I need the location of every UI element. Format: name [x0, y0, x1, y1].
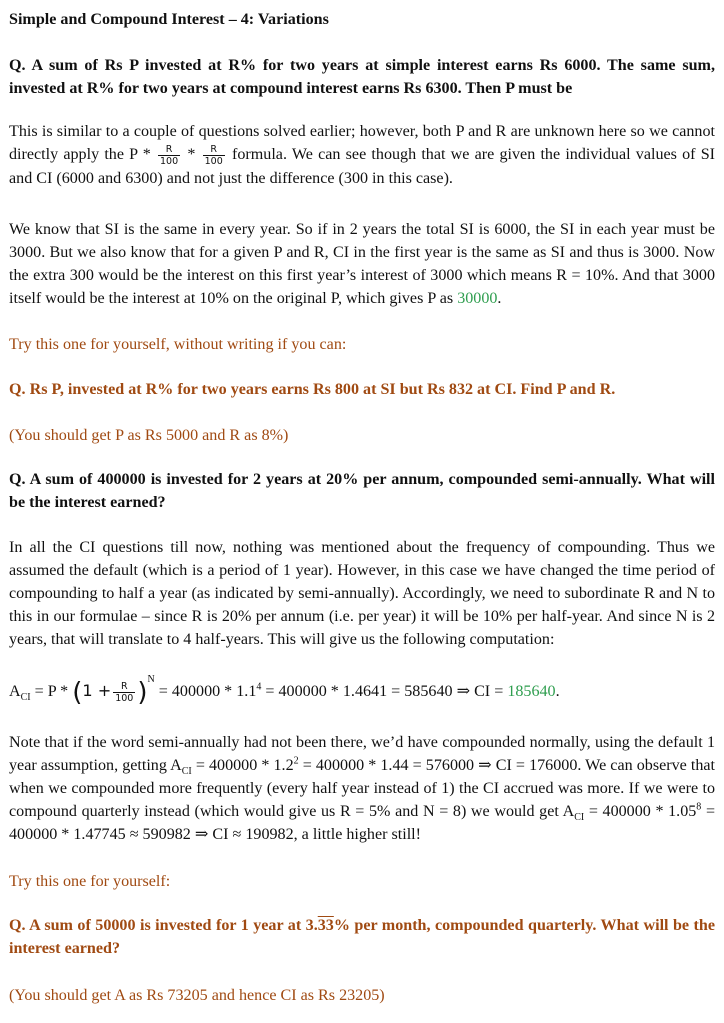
practice-1-hint: (You should get P as Rs 5000 and R as 8%)	[9, 427, 289, 444]
compound-formula: $A_{CI} = P * (1$ + $\frac{R}{100}$ )$^N = 400000 * 1.1^4 = 400000 * 1.4641 = 585640$ ⇒ CI = 185640.	[9, 674, 560, 708]
question-2: Q. A sum of 400000 is invested for 2 years at 20% per annum, compounded semi-annually. What will be the interest earned?	[9, 471, 715, 511]
practice-2-question: Q. A sum of 50000 is invested for 1 year at 3.33% per month, compounded quarterly. What will be the interest earned?	[9, 917, 715, 957]
q2-paragraph-1: In all the CI questions till now, nothing was mentioned about the frequency of compounding. Thus we assumed the default (which is a period of 1 year). However, in this case we have changed the time period of compounding to half a year (as indicated by semi-annually). Accordingly, we need to subordinate R and N to this in our formulae – since R is 20% per annum (i.e. per year) it will be 10% per half-year. And since N is 2 years, that will translate to 4 half-years. This will give us the following computation:	[9, 539, 715, 648]
q1-answer: 30000	[457, 290, 498, 307]
practice-2-prompt: Try this one for yourself:	[9, 873, 171, 890]
r-over-100-fraction: $\frac{R}{100}$	[204, 143, 223, 167]
page-title: Simple and Compound Interest – 4: Variations	[9, 11, 329, 28]
practice-1-question: Q. Rs P, invested at R% for two years earns Rs 800 at SI but Rs 832 at CI. Find P and R.	[9, 381, 616, 398]
q2-note-paragraph: Note that if the word semi-annually had not been there, we’d have compounded normally, using the default 1 year assumption, getting $A_{CI} = 400000 * 1.2^2 = 400000 * 1.44 = 576000$ ⇒ CI = 176000. We can observe that when we compounded more frequently (every half year instead of 1) the CI accrued was more. If we were to compound quarterly instead (which would give us R = 5% and N = 8) we would get $A_{CI} = 400000 * 1.05^8 = 400000 * 1.47745 \approx 590982$ ⇒ CI ≈ 190982, a little higher still!	[9, 734, 716, 843]
r-over-100-fraction: $\frac{R}{100}$	[115, 680, 134, 704]
r-over-100-fraction: $\frac{R}{100}$	[160, 143, 179, 167]
practice-1-prompt: Try this one for yourself, without writing if you can:	[9, 336, 347, 353]
q2-answer: 185640	[507, 683, 556, 700]
question-1: Q. A sum of Rs P invested at R% for two years at simple interest earns Rs 6000. The same sum, invested at R% for two years at compound interest earns Rs 6300. Then P must be	[9, 57, 715, 97]
q1-paragraph-1: This is similar to a couple of questions solved earlier; however, both P and R are unknown here so we cannot directly apply the P * $\frac{R}{100}$ * $\frac{R}{100}$ formula. We can see though that we are given the individual values of SI and CI (6000 and 6300) and not just the difference (300 in this case).	[9, 123, 716, 187]
practice-2-hint: (You should get A as Rs 73205 and hence CI as Rs 23205)	[9, 987, 385, 1004]
q1-paragraph-2: We know that SI is the same in every year. So if in 2 years the total SI is 6000, the SI in each year must be 3000. But we also know that for a given P and R, CI in the first year is the same as SI and thus is 3000. Now the extra 300 would be the interest on this first year’s interest of 3000 which means R = 10%. And that 3000 itself would be the interest at 10% on the original P, which gives P as 30000.	[9, 221, 715, 307]
